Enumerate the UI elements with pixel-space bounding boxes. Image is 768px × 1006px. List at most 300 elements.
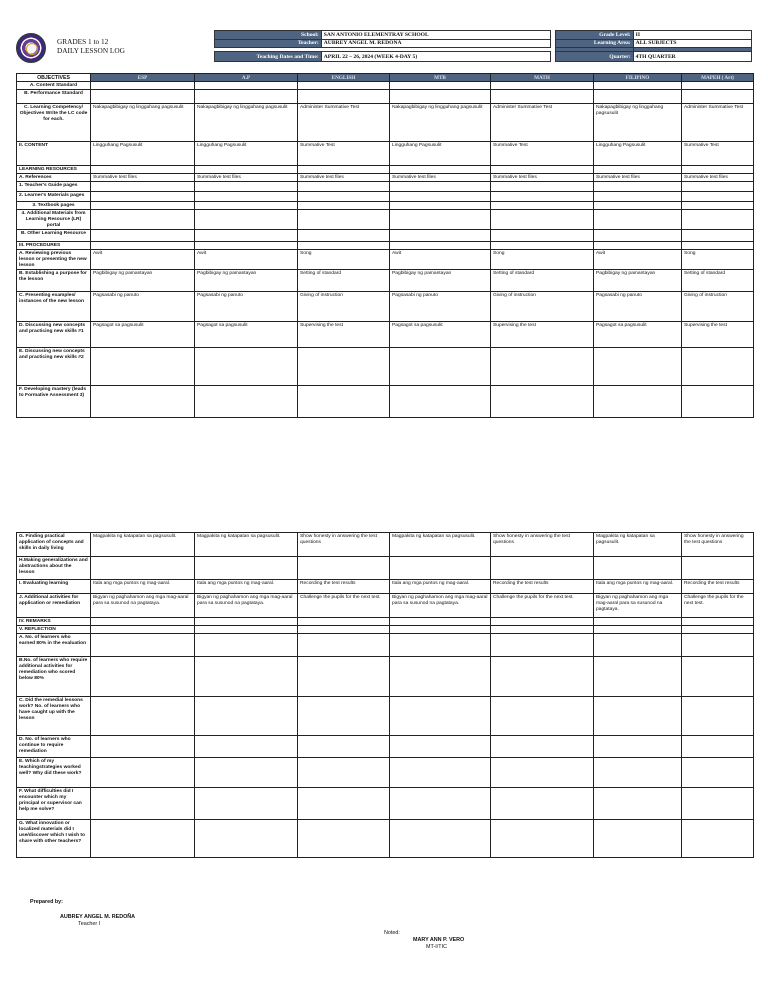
table-cell (491, 736, 594, 758)
table-cell: Supervising the test (491, 322, 594, 348)
table-cell (390, 736, 491, 758)
table-cell (491, 182, 594, 192)
table-cell (491, 166, 594, 174)
table-row (17, 594, 754, 618)
table-cell: Administer Summative Test (682, 104, 754, 142)
form-title-line2: DAILY LESSON LOG (57, 46, 125, 55)
head-signatory-name: MARY ANN P. VERO (413, 937, 465, 943)
table-cell (491, 758, 594, 788)
row-label: A. References (17, 174, 91, 182)
table-cell (594, 166, 682, 174)
table-cell (91, 182, 195, 192)
table-cell (594, 386, 682, 418)
table-row (17, 142, 754, 166)
table-cell: Summative test files (682, 174, 754, 182)
table-cell: Pagbibigay ng pamantayan (195, 270, 298, 292)
table-cell: Administer Summative Test (298, 104, 390, 142)
row-label: III. PROCEDURES (17, 242, 91, 250)
table-cell (682, 618, 754, 626)
table-cell (91, 192, 195, 202)
table-cell (682, 182, 754, 192)
table-cell (298, 182, 390, 192)
table-row (17, 270, 754, 292)
table-cell (390, 182, 491, 192)
table-cell (390, 192, 491, 202)
table-cell (298, 202, 390, 210)
table-cell (390, 697, 491, 736)
table-cell (195, 618, 298, 626)
row-label: B. Establishing a purpose for the lesson (17, 270, 91, 292)
table-cell (491, 788, 594, 820)
table-cell (298, 90, 390, 104)
table-cell: Pagsasabi ng panuto (195, 292, 298, 322)
row-label: A. No. of learners who earned 80% in the evaluation (17, 634, 91, 657)
table-cell (390, 242, 491, 250)
table-row (17, 580, 754, 594)
teacher-signatory-name: AUBREY ANGEL M. REDOÑA (60, 914, 136, 920)
table-cell (195, 230, 298, 242)
table-cell: Awit (91, 250, 195, 270)
table-cell (91, 386, 195, 418)
table-cell (594, 788, 682, 820)
table-cell: Nakapagbibigay ng lingguhang pagsusulit (594, 104, 682, 142)
table-cell (195, 657, 298, 697)
table-cell (298, 758, 390, 788)
table-cell (682, 348, 754, 386)
table-cell: Summative Test (682, 142, 754, 166)
table-cell: Recording the test results (298, 580, 390, 594)
table-cell (195, 697, 298, 736)
row-label: 3. Textbook pages (17, 202, 91, 210)
table-cell (390, 618, 491, 626)
table-cell (91, 634, 195, 657)
table-cell (390, 82, 491, 90)
column-header-filipino: FILIPINO (594, 74, 682, 82)
table-cell: Bigyan ng paghahamon ang mga mag-aaral para sa susunod na pagtataya. (195, 594, 298, 618)
table-cell: Magpakita ng katapatan sa pagsusulit. (91, 533, 195, 557)
table-cell (91, 210, 195, 230)
table-cell (390, 166, 491, 174)
table-cell (390, 557, 491, 580)
table-cell (195, 386, 298, 418)
table-cell (298, 618, 390, 626)
table-cell: Pagsagot sa pagsusulit (91, 322, 195, 348)
table-cell (91, 736, 195, 758)
table-cell: Bigyan ng paghahamon ang mga mag-aaral para sa susunod na pagtataya. (594, 594, 682, 618)
table-cell (594, 230, 682, 242)
table-cell: Lingguhang Pagsusulit (91, 142, 195, 166)
table-cell: Show honesty in answering the test questions (491, 533, 594, 557)
noted-label: Noted: (384, 930, 400, 936)
table-cell (594, 736, 682, 758)
table-cell (390, 657, 491, 697)
table-cell (298, 788, 390, 820)
prepared-by-label: Prepared by: (30, 899, 63, 905)
table-cell (298, 386, 390, 418)
deped-seal-logo (16, 33, 46, 63)
table-cell (491, 192, 594, 202)
table-cell (390, 386, 491, 418)
table-cell: Giving of instruction (682, 292, 754, 322)
table-cell (195, 210, 298, 230)
table-row (17, 230, 754, 242)
table-cell (91, 348, 195, 386)
table-cell (195, 202, 298, 210)
table-cell (682, 788, 754, 820)
table-cell (390, 90, 491, 104)
table-cell (195, 758, 298, 788)
column-header-objectives: OBJECTIVES (17, 74, 91, 82)
lesson-log-table-part2 (16, 532, 754, 858)
table-cell (682, 657, 754, 697)
table-cell (195, 626, 298, 634)
table-cell (298, 230, 390, 242)
table-cell (491, 242, 594, 250)
table-row (17, 697, 754, 736)
table-cell (91, 758, 195, 788)
table-cell (298, 192, 390, 202)
table-cell (491, 820, 594, 858)
table-cell (594, 697, 682, 736)
table-cell: Song (298, 250, 390, 270)
school-label: School: (215, 31, 322, 40)
table-cell (594, 657, 682, 697)
table-cell: Giving of instruction (491, 292, 594, 322)
table-cell (298, 210, 390, 230)
table-cell: Lingguhang Pagsusulit (594, 142, 682, 166)
table-cell (594, 192, 682, 202)
table-cell (91, 166, 195, 174)
table-row (17, 174, 754, 182)
table-cell (682, 697, 754, 736)
table-cell (91, 657, 195, 697)
table-cell (91, 202, 195, 210)
table-cell: Pagsasabi ng panuto (390, 292, 491, 322)
table-cell: Recording the test results (682, 580, 754, 594)
table-cell: Summative Test (298, 142, 390, 166)
table-cell: Itala ang mga puntos ng mag-aaral. (594, 580, 682, 594)
table-cell (682, 192, 754, 202)
table-cell: Setting of standard (491, 270, 594, 292)
table-cell: Pagbibigay ng pamantayan (390, 270, 491, 292)
table-cell (195, 90, 298, 104)
table-cell (91, 697, 195, 736)
table-cell (682, 90, 754, 104)
row-label: B.No. of learners who require additional activities for remediation who scored below 80% (17, 657, 91, 697)
table-row (17, 626, 754, 634)
table-cell (594, 557, 682, 580)
table-cell (298, 697, 390, 736)
row-label: 4. Additional Materials from Learning Resource (LR) portal (17, 210, 91, 230)
table-cell: Nakapagbibigay ng lingguhang pagsusulit (195, 104, 298, 142)
table-cell: Nakapagbibigay ng lingguhang pagsusulit (91, 104, 195, 142)
table-cell: Song (682, 250, 754, 270)
table-cell (594, 242, 682, 250)
table-row (17, 736, 754, 758)
table-cell (195, 242, 298, 250)
teacher-value: AUBREY ANGEL M. REDONA (321, 39, 550, 48)
table-cell: Song (491, 250, 594, 270)
row-label: G. Finding practical application of concepts and skills in daily living (17, 533, 91, 557)
table-cell (682, 736, 754, 758)
table-cell: Summative test files (390, 174, 491, 182)
table-cell: Pagsagot sa pagsusulit (195, 322, 298, 348)
table-cell (594, 758, 682, 788)
grade-level-label: Grade Level: (556, 31, 634, 40)
table-cell (682, 820, 754, 858)
table-cell (195, 348, 298, 386)
table-cell (682, 230, 754, 242)
table-cell: Supervising the test (298, 322, 390, 348)
table-cell (682, 82, 754, 90)
table-cell: Pagsagot sa pagsusulit (390, 322, 491, 348)
row-label: C. Presenting examples/ instances of the new lesson (17, 292, 91, 322)
table-cell (491, 386, 594, 418)
table-row (17, 242, 754, 250)
teacher-label: Teacher: (215, 39, 322, 48)
table-cell (298, 557, 390, 580)
table-cell (491, 618, 594, 626)
table-cell: Magpakita ng katapatan sa pagsusulit. (195, 533, 298, 557)
row-label: 1. Teacher's Guide pages (17, 182, 91, 192)
table-row (17, 820, 754, 858)
table-cell: Lingguhang Pagsusulit (195, 142, 298, 166)
table-row (17, 250, 754, 270)
table-cell (195, 557, 298, 580)
table-cell (298, 736, 390, 758)
row-label: A. Reviewing previous lesson or presenting the new lesson (17, 250, 91, 270)
table-cell (594, 210, 682, 230)
table-cell (682, 166, 754, 174)
grade-level-value: II (633, 31, 751, 40)
table-cell: Bigyan ng paghahamon ang mga mag-aaral para sa susunod na pagtataya. (390, 594, 491, 618)
table-cell (390, 788, 491, 820)
table-row (17, 202, 754, 210)
table-cell (91, 788, 195, 820)
table-cell (682, 242, 754, 250)
table-cell: Nakapagbibigay ng lingguhang pagsusulit (390, 104, 491, 142)
table-cell (298, 166, 390, 174)
table-cell: Giving of instruction (298, 292, 390, 322)
column-header-a-p: A.P (195, 74, 298, 82)
row-label: C. Did the remedial lessons work? No. of learners who have caught up with the lesson (17, 697, 91, 736)
table-row (17, 657, 754, 697)
table-cell (594, 82, 682, 90)
row-label: C. Learning Competency/ Objectives Write the LC code for each. (17, 104, 91, 142)
table-cell: Itala ang mga puntos ng mag-aaral. (195, 580, 298, 594)
table-cell (491, 634, 594, 657)
table-cell: Summative test files (594, 174, 682, 182)
table-cell (682, 634, 754, 657)
head-signatory-title: MT-I/TIC (426, 944, 447, 950)
table-cell (91, 626, 195, 634)
table-row (17, 618, 754, 626)
header-grade-area-grid (555, 30, 752, 62)
table-cell: Challenge the pupils for the next test. (682, 594, 754, 618)
row-label: F. What difficulties did I encounter which my principal or supervisor can help me solve? (17, 788, 91, 820)
table-cell (298, 626, 390, 634)
table-cell: Pagsasabi ng panuto (91, 292, 195, 322)
table-row (17, 182, 754, 192)
table-cell: Summative test files (91, 174, 195, 182)
table-cell: Summative test files (195, 174, 298, 182)
table-cell (491, 210, 594, 230)
table-cell: Awit (195, 250, 298, 270)
learning-area-value: ALL SUBJECTS (633, 39, 751, 48)
table-cell: Administer Summative Test (491, 104, 594, 142)
teacher-signatory-title: Teacher I (78, 921, 101, 927)
table-row (17, 634, 754, 657)
table-cell (682, 626, 754, 634)
row-label: IV. REMARKS (17, 618, 91, 626)
table-cell (682, 202, 754, 210)
table-row (17, 82, 754, 90)
column-header-mtb: MTB (390, 74, 491, 82)
row-label: V. REFLECTION (17, 626, 91, 634)
table-cell: Magpakita ng katapatan sa pagsusulit. (390, 533, 491, 557)
table-cell (594, 626, 682, 634)
table-cell (390, 210, 491, 230)
table-cell: Show honesty in answering the test questions (682, 533, 754, 557)
table-cell: Magpakita ng katapatan sa pagsusulit. (594, 533, 682, 557)
quarter-value: 4TH QUARTER (633, 52, 751, 62)
table-cell: Challenge the pupils for the next test. (298, 594, 390, 618)
table-cell (594, 90, 682, 104)
row-label: E. Discussing new concepts and practicing new skills #2 (17, 348, 91, 386)
table-cell (91, 90, 195, 104)
form-title-line1: GRADES 1 to 12 (57, 37, 109, 46)
table-cell: Setting of standard (682, 270, 754, 292)
table-cell: Show honesty in answering the test questions (298, 533, 390, 557)
table-cell (491, 626, 594, 634)
learning-area-label: Learning Area: (556, 39, 634, 48)
table-cell (682, 557, 754, 580)
table-cell (195, 634, 298, 657)
table-cell (390, 758, 491, 788)
table-row (17, 322, 754, 348)
table-cell (91, 820, 195, 858)
column-header-math: MATH (491, 74, 594, 82)
row-label: B. Other Learning Resource (17, 230, 91, 242)
dates-value: APRIL 22 – 26, 2024 (WEEK 4-DAY 5) (321, 52, 550, 62)
table-cell (298, 348, 390, 386)
table-cell (298, 82, 390, 90)
table-cell: Summative test files (298, 174, 390, 182)
table-cell: Bigyan ng paghahamon ang mga mag-aaral para sa susunod na pagtataya. (91, 594, 195, 618)
row-label: LEARNING RESOURCES (17, 166, 91, 174)
table-cell: Awit (594, 250, 682, 270)
row-label: D. No. of learners who continue to require remediation (17, 736, 91, 758)
table-cell (594, 182, 682, 192)
table-cell (491, 697, 594, 736)
table-cell (298, 657, 390, 697)
lesson-log-table-part1 (16, 73, 754, 418)
table-cell (390, 348, 491, 386)
table-cell: Summative Test (491, 142, 594, 166)
table-cell: Recording the test results (491, 580, 594, 594)
table-cell (91, 242, 195, 250)
table-row (17, 348, 754, 386)
table-cell (195, 82, 298, 90)
column-header-row (17, 74, 754, 82)
table-cell: Awit (390, 250, 491, 270)
table-cell (195, 788, 298, 820)
table-cell: Itala ang mga puntos ng mag-aaral. (91, 580, 195, 594)
table-cell (390, 634, 491, 657)
table-cell (195, 166, 298, 174)
table-cell (682, 210, 754, 230)
table-cell: Itala ang mga puntos ng mag-aaral. (390, 580, 491, 594)
row-label: J. Additional activities for application or remediation (17, 594, 91, 618)
table-cell (491, 230, 594, 242)
row-label: D. Discussing new concepts and practicing new skills #1 (17, 322, 91, 348)
table-cell: Setting of standard (298, 270, 390, 292)
row-label: 2. Learner's Materials pages (17, 192, 91, 202)
column-header-mapeh-art: MAPEH ( Art) (682, 74, 754, 82)
table-cell (298, 242, 390, 250)
table-cell (91, 82, 195, 90)
table-cell (195, 192, 298, 202)
row-label: A. Content Standard (17, 82, 91, 90)
row-label: F. Developing mastery (leads to Formative Assessment 3) (17, 386, 91, 418)
table-cell: Pagbibigay ng pamantayan (91, 270, 195, 292)
row-label: I. Evaluating learning (17, 580, 91, 594)
table-cell (195, 736, 298, 758)
table-row (17, 557, 754, 580)
dates-label: Teaching Dates and Time: (215, 52, 322, 62)
table-cell (491, 82, 594, 90)
table-cell (390, 230, 491, 242)
form-title (57, 37, 125, 55)
quarter-label: Quarter: (556, 52, 634, 62)
table-row (17, 192, 754, 202)
table-cell: Challenge the pupils for the next test. (491, 594, 594, 618)
table-cell (491, 348, 594, 386)
table-cell: Pagbibigay ng pamantayan (594, 270, 682, 292)
table-row (17, 166, 754, 174)
table-row (17, 788, 754, 820)
row-label: G. What innovation or localized materials did I use/discover which I wish to share with other teachers? (17, 820, 91, 858)
table-cell (491, 202, 594, 210)
table-row (17, 292, 754, 322)
table-cell (491, 657, 594, 697)
table-cell: Pagsagot sa pagsusulit (594, 322, 682, 348)
table-row (17, 104, 754, 142)
table-cell (91, 618, 195, 626)
table-cell (594, 348, 682, 386)
column-header-english: ENGLISH (298, 74, 390, 82)
row-label: H.Making generalizations and abstractions about the lesson (17, 557, 91, 580)
row-label: B. Performance Standard (17, 90, 91, 104)
table-row (17, 386, 754, 418)
table-cell (390, 202, 491, 210)
header-school-teacher-grid (214, 30, 551, 62)
table-cell: Pagsasabi ng panuto (594, 292, 682, 322)
row-label: E. Which of my teachingstrategies worked well? Why did these work? (17, 758, 91, 788)
table-cell (682, 386, 754, 418)
table-row (17, 758, 754, 788)
table-row (17, 210, 754, 230)
row-label: II. CONTENT (17, 142, 91, 166)
table-cell (195, 820, 298, 858)
table-cell (594, 202, 682, 210)
table-cell (682, 758, 754, 788)
school-value: SAN ANTONIO ELEMENTRAY SCHOOL (321, 31, 550, 40)
table-cell (594, 634, 682, 657)
table-row (17, 533, 754, 557)
table-row (17, 90, 754, 104)
table-cell: Supervising the test (682, 322, 754, 348)
